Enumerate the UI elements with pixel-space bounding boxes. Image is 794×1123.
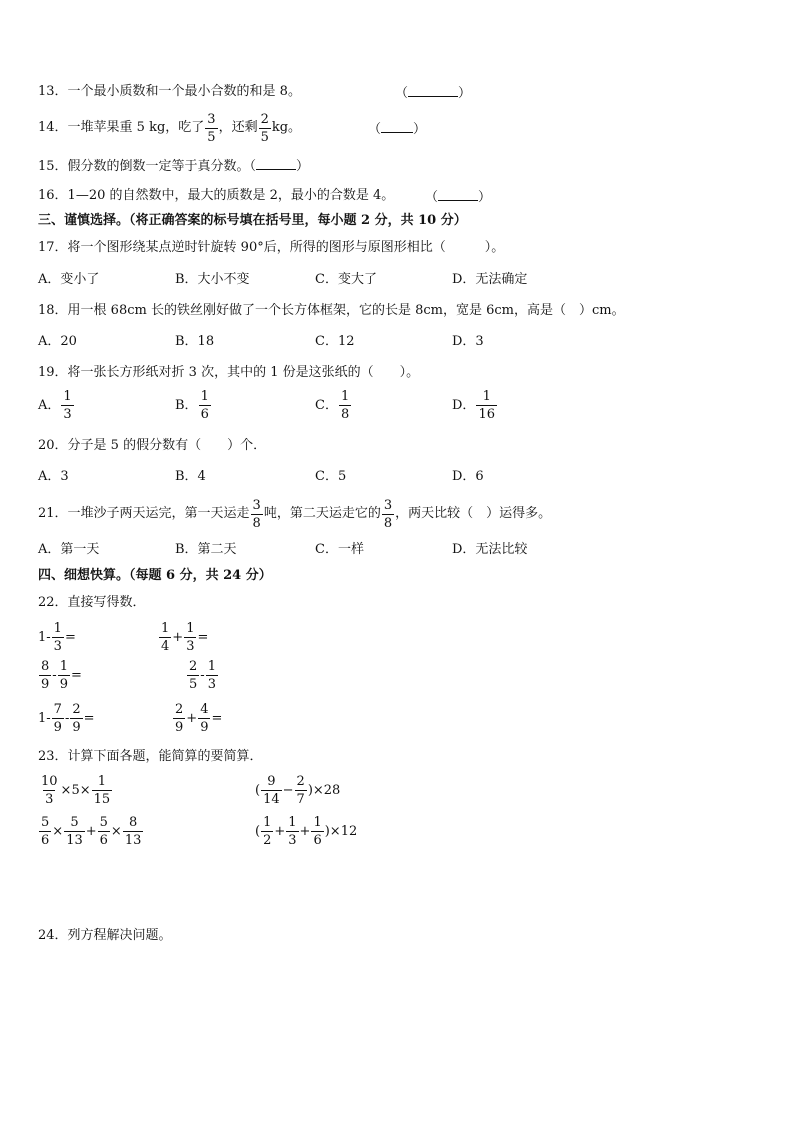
expression	[255, 816, 357, 847]
fraction	[184, 622, 196, 653]
numerator: 2	[175, 702, 184, 717]
option-b[interactable]: B．大小不变	[175, 272, 250, 287]
option-d[interactable]	[452, 390, 498, 421]
numerator: 3	[207, 111, 216, 127]
denominator: 15	[93, 792, 111, 807]
answer-blank-13[interactable]	[395, 84, 471, 102]
operator: ×	[52, 823, 64, 839]
expression	[38, 703, 95, 734]
fraction	[295, 775, 307, 806]
answer-blank-15[interactable]	[256, 157, 296, 170]
fraction	[52, 622, 64, 653]
paren-right: ）	[296, 159, 310, 174]
numerator: 1	[313, 815, 322, 830]
denominator: 9	[59, 677, 68, 692]
numerator: 2	[189, 659, 198, 674]
denominator: 2	[263, 833, 272, 848]
numerator: 1	[340, 389, 350, 404]
fraction	[261, 816, 273, 847]
denominator: 6	[41, 833, 50, 848]
fraction	[198, 703, 210, 734]
denominator: 6	[313, 833, 322, 848]
numerator: 2	[296, 774, 305, 789]
operator: -	[64, 710, 70, 726]
denominator: 13	[124, 833, 142, 848]
numerator: 8	[41, 659, 50, 674]
denominator: 3	[288, 833, 297, 848]
numerator: 10	[41, 774, 58, 789]
fraction	[52, 703, 64, 734]
option-b[interactable]	[175, 390, 212, 421]
denominator: 3	[53, 639, 62, 654]
question-23-title: 23．计算下面各题，能简算的要简算．	[38, 749, 263, 764]
question-14-text-a: 14．一堆苹果重 5 kg，吃了	[38, 120, 205, 135]
fraction	[261, 775, 282, 806]
term: )×12	[324, 823, 358, 839]
fraction	[205, 113, 217, 144]
numerator: 3	[383, 497, 393, 513]
term: 1-	[38, 710, 51, 726]
numerator: 1	[288, 815, 297, 830]
operator: ×5×	[60, 782, 91, 798]
numerator: 1	[207, 659, 216, 674]
fraction	[339, 390, 351, 421]
operator: +	[172, 629, 184, 645]
fraction	[58, 660, 70, 691]
option-c[interactable]: C．12	[315, 334, 355, 349]
operator: +	[299, 823, 311, 839]
fraction	[311, 816, 323, 847]
numerator: 5	[70, 815, 79, 830]
option-a[interactable]: A．20	[38, 334, 77, 349]
question-24: 24．列方程解决问题。	[38, 928, 172, 943]
fraction	[39, 660, 51, 691]
denominator: 8	[383, 515, 393, 531]
question-21-text-c: ，两天比较（ ）运得多。	[395, 506, 552, 521]
numerator: 1	[186, 621, 195, 636]
denominator: 16	[478, 407, 495, 422]
option-label: B．	[175, 397, 198, 413]
blank-line[interactable]	[381, 120, 413, 133]
fraction	[61, 390, 73, 421]
question-15	[38, 157, 309, 175]
denominator: 9	[200, 720, 209, 735]
denominator: 5	[207, 129, 216, 145]
numerator: 1	[482, 389, 491, 404]
fraction	[123, 816, 144, 847]
fraction	[259, 113, 271, 144]
operator: −	[282, 782, 294, 798]
question-16	[38, 188, 394, 204]
expression	[158, 622, 208, 653]
question-22-title: 22．直接写得数．	[38, 595, 146, 610]
numerator: 8	[128, 815, 138, 830]
option-c[interactable]: C．变大了	[315, 272, 377, 287]
fraction	[206, 660, 218, 691]
denominator: 3	[207, 677, 216, 692]
expression	[38, 775, 113, 806]
paren-left: （	[395, 86, 409, 101]
numerator: 5	[41, 815, 50, 830]
expression	[38, 660, 82, 691]
numerator: 5	[99, 815, 108, 830]
denominator: 9	[41, 677, 50, 692]
operator: +	[85, 823, 97, 839]
numerator: 1	[161, 621, 170, 636]
denominator: 5	[260, 129, 269, 145]
option-label: D．	[452, 397, 476, 413]
denominator: 5	[189, 677, 198, 692]
fraction	[382, 499, 394, 530]
option-b[interactable]: B．第二天	[175, 542, 237, 557]
answer-blank-16[interactable]	[425, 188, 491, 206]
fraction	[64, 816, 85, 847]
fraction	[251, 499, 263, 530]
numerator: 3	[252, 497, 261, 513]
numerator: 1	[97, 774, 107, 789]
denominator: 8	[340, 407, 350, 422]
fraction	[187, 660, 199, 691]
question-14-text-b: ，还剩	[218, 120, 258, 135]
expression	[172, 703, 222, 734]
denominator: 9	[53, 720, 62, 735]
question-13-text: 13．一个最小质数和一个最小合数的和是 8。	[38, 84, 301, 99]
equals-sign: =	[197, 629, 209, 645]
option-a[interactable]	[38, 390, 75, 421]
paren-left: （	[368, 122, 382, 137]
paren-right: ）	[478, 190, 492, 205]
option-label: A．	[38, 397, 61, 413]
question-21-text-b: 吨，第二天运走它的	[263, 506, 381, 521]
denominator: 8	[252, 515, 261, 531]
option-d[interactable]: D．无法比较	[452, 542, 528, 557]
denominator: 4	[161, 639, 170, 654]
option-label: C．	[315, 397, 338, 413]
fraction	[173, 703, 185, 734]
option-a[interactable]: A．变小了	[38, 272, 100, 287]
operator: -	[200, 667, 205, 683]
fraction	[98, 816, 110, 847]
numerator: 1	[200, 389, 209, 404]
expression	[38, 816, 144, 847]
term: 1-	[38, 629, 51, 645]
denominator: 3	[186, 639, 195, 654]
option-c[interactable]	[315, 390, 352, 421]
option-b[interactable]: B．4	[175, 469, 206, 484]
operator: -	[52, 667, 57, 683]
numerator: 1	[263, 815, 272, 830]
question-17: 17．将一个图形绕某点逆时针旋转 90°后，所得的图形与原图形相比（ ）。	[38, 240, 505, 255]
numerator: 4	[200, 702, 209, 717]
fraction	[159, 622, 171, 653]
denominator: 6	[200, 407, 209, 422]
question-20: 20．分子是 5 的假分数有（ ）个．	[38, 438, 267, 453]
option-b[interactable]: B．18	[175, 334, 215, 349]
operator: +	[274, 823, 286, 839]
numerator: 2	[260, 111, 269, 127]
numerator: 1	[59, 659, 68, 674]
equals-sign: =	[64, 629, 76, 645]
numerator: 9	[267, 774, 276, 789]
question-19: 19．将一张长方形纸对折 3 次，其中的 1 份是这张纸的（ ）。	[38, 365, 420, 380]
expression	[38, 622, 76, 653]
option-d[interactable]: D．3	[452, 334, 484, 349]
question-21-text-a: 21．一堆沙子两天运完，第一天运走	[38, 506, 250, 521]
denominator: 3	[45, 792, 54, 807]
answer-blank-14[interactable]	[368, 120, 426, 138]
denominator: 6	[99, 833, 108, 848]
question-14	[38, 111, 301, 145]
operator: ×	[110, 823, 122, 839]
blank-line[interactable]	[408, 84, 458, 97]
fraction	[39, 816, 51, 847]
paren-left: (	[255, 823, 261, 839]
equals-sign: =	[211, 710, 223, 726]
fraction	[199, 390, 211, 421]
option-a[interactable]: A．第一天	[38, 542, 100, 557]
denominator: 7	[296, 792, 305, 807]
fraction	[476, 390, 497, 421]
option-a[interactable]: A．3	[38, 469, 69, 484]
expression	[255, 775, 340, 806]
fraction	[39, 775, 60, 806]
paren-left: （	[425, 190, 439, 205]
denominator: 3	[63, 407, 72, 422]
question-18: 18．用一根 68cm 长的铁丝刚好做了一个长方体框架，它的长是 8cm，宽是 6cm，高是（ ）cm。	[38, 303, 625, 318]
denominator: 9	[175, 720, 184, 735]
option-c[interactable]: C．5	[315, 469, 347, 484]
option-c[interactable]: C．一样	[315, 542, 364, 557]
paren-left: (	[255, 782, 261, 798]
numerator: 2	[72, 702, 81, 717]
numerator: 1	[63, 389, 72, 404]
blank-line[interactable]	[438, 188, 478, 201]
option-d[interactable]: D．6	[452, 469, 484, 484]
section-3-heading: 三、谨慎选择。（将正确答案的标号填在括号里，每小题 2 分，共 10 分）	[38, 213, 467, 228]
paren-right: ）	[413, 122, 427, 137]
fraction	[92, 775, 113, 806]
numerator: 1	[53, 621, 62, 636]
expression	[186, 660, 219, 691]
equals-sign: =	[83, 710, 95, 726]
question-21	[38, 496, 551, 532]
equals-sign: =	[70, 667, 82, 683]
fraction	[286, 816, 298, 847]
question-14-text-c: kg。	[271, 120, 302, 135]
denominator: 13	[66, 833, 83, 848]
paren-right: ）	[458, 86, 472, 101]
fraction	[70, 703, 82, 734]
question-13	[38, 84, 301, 100]
denominator: 9	[72, 720, 81, 735]
numerator: 7	[53, 702, 62, 717]
term: )×28	[307, 782, 341, 798]
question-16-text: 16．1—20 的自然数中，最大的质数是 2，最小的合数是 4。	[38, 188, 395, 203]
denominator: 14	[263, 792, 280, 807]
section-4-heading: 四、细想快算。（每题 6 分，共 24 分）	[38, 568, 272, 583]
operator: +	[186, 710, 198, 726]
question-15-text: 15．假分数的倒数一定等于真分数。（	[38, 159, 257, 174]
option-d[interactable]: D．无法确定	[452, 272, 528, 287]
